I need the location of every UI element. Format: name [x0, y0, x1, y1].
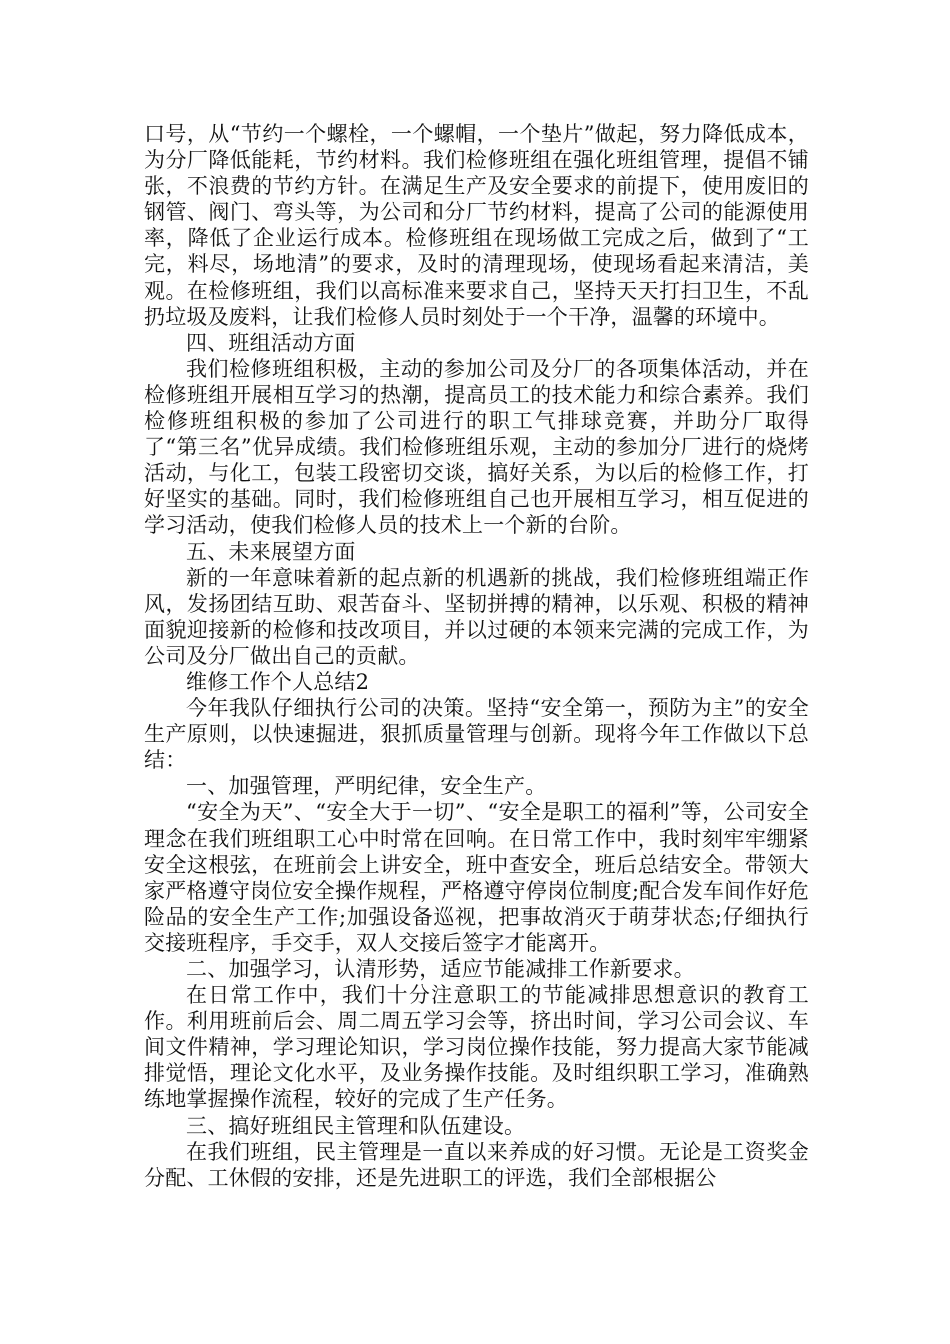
paragraph-management-safety: “安全为天”、“安全大于一切”、“安全是职工的福利”等，公司安全理念在我们班组职工心中时常在回响。在日常工作中，我时刻牢牢绷紧安全这根弦，在班前会上讲安全，班中查安全，班后总结安全。带领大家严格遵守岗位安全操作规程，严格遵守停岗位制度;配合发车间作好危险品的安全生产工作;加强设备巡视，把事故消灭于萌芽状态;仔细执行交接班程序，手交手，双人交接后签字才能离开。	[144, 800, 809, 955]
section-heading-team-activities: 四、班组活动方面	[186, 330, 356, 355]
section-heading-democratic-management: 三、搞好班组民主管理和队伍建设。	[186, 1113, 526, 1138]
paragraph-saving-practices: 口号，从“节约一个螺栓，一个螺帽，一个垫片”做起，努力降低成本，为分厂降低能耗，节约材料。我们检修班组在强化班组管理，提倡不铺张，不浪费的节约方针。在满足生产及安全要求的前提下，使用废旧的钢管、阀门、弯头等，为公司和分厂节约材料，提高了公司的能源使用率，降低了企业运行成本。检修班组在现场做工完成之后，做到了“工完，料尽，场地清”的要求，及时的清理现场，使现场看起来清洁，美观。在检修班组，我们以高标准来要求自己，坚持天天打扫卫生，不乱扔垃圾及废料，让我们检修人员时刻处于一个干净，温馨的环境中。	[144, 122, 809, 329]
paragraph-future-outlook: 新的一年意味着新的起点新的机遇新的挑战，我们检修班组端正作风，发扬团结互助、艰苦奋斗、坚韧拼搏的精神，以乐观、积极的精神面貌迎接新的检修和技改项目，并以过硬的本领来完满的完成工作，为公司及分厂做出自己的贡献。	[144, 565, 809, 668]
section-heading-management-safety: 一、加强管理，严明纪律，安全生产。	[186, 774, 547, 799]
paragraph-summary-intro: 今年我队仔细执行公司的决策。坚持“安全第一，预防为主”的安全生产原则，以快速掘进，狠抓质量管理与创新。现将今年工作做以下总结：	[144, 696, 809, 773]
document-body	[144, 121, 809, 1191]
paragraph-study-energy-saving: 在日常工作中，我们十分注意职工的节能减排思想意识的教育工作。利用班前后会、周二周五学习会等，挤出时间，学习公司会议、车间文件精神，学习理论知识，学习岗位操作技能，努力提高大家节能减排觉悟，理论文化水平，及业务操作技能。及时组织职工学习，准确熟练地掌握操作流程，较好的完成了生产任务。	[144, 983, 809, 1112]
section-heading-study-energy-saving: 二、加强学习，认清形势，适应节能减排工作新要求。	[186, 957, 695, 981]
document-subtitle-summary-2: 维修工作个人总结2	[186, 669, 370, 694]
section-heading-future-outlook: 五、未来展望方面	[186, 539, 356, 564]
paragraph-democratic-management: 在我们班组，民主管理是一直以来养成的好习惯。无论是工资奖金分配、工休假的安排，还是先进职工的评选，我们全部根据公	[144, 1139, 809, 1190]
paragraph-team-activities: 我们检修班组积极，主动的参加公司及分厂的各项集体活动，并在检修班组开展相互学习的热潮，提高员工的技术能力和综合素养。我们检修班组积极的参加了公司进行的职工气排球竞赛，并助分厂取得了“第三名”优异成绩。我们检修班组乐观，主动的参加分厂进行的烧烤活动，与化工，包装工段密切交谈，搞好关系，为以后的检修工作，打好坚实的基础。同时，我们检修班组自己也开展相互学习，相互促进的学习活动，使我们检修人员的技术上一个新的台阶。	[144, 356, 809, 538]
